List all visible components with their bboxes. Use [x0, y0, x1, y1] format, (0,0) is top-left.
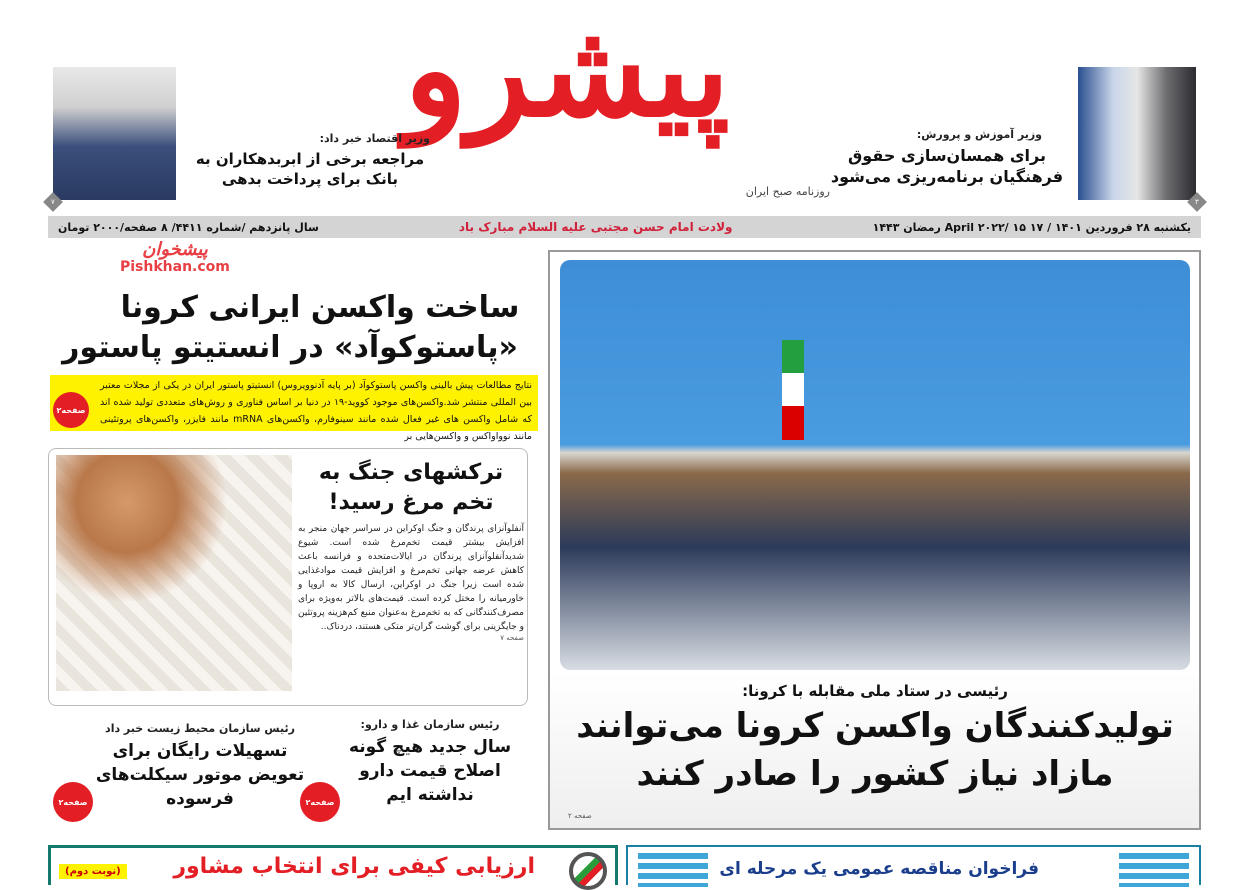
kicker: رئیس سازمان محیط زیست خبر داد [105, 722, 295, 735]
headline: ترکشهای جنگ به [318, 460, 504, 485]
headline: اصلاح قیمت دارو [359, 761, 501, 781]
body-text: آنفلوآنزای پرندگان و جنگ اوکراین در سراسر جهان منجر به افزایش بیشتر قیمت تخم‌مرغ شده است. شیوع شدیدآنفلوآنزای پرندگان در ایالات‌متحده و فرانسه باعث کاهش عرضه جهانی تخم‌مرغ و افزایش قیمت موادغذایی شده است زیرا جنگ در اوکراین، ارسال کالا به اروپا و خاورمیانه را مختل کرده است. قیمت‌های بالاتر به‌ویژه برای مصرف‌کنندگانی که به تخم‌مرغ به‌عنوان منبع کم‌هزینه پروتئین و جایگزینی برای گوشت گران‌تر متکی هستند، دردناک.. [298, 524, 524, 632]
logo-text: پیشرو [404, 0, 730, 146]
headline: سال جدید هیچ گونه [348, 737, 512, 757]
eggs-photo [56, 455, 292, 691]
wave-logo-icon [638, 853, 708, 887]
dateline-bar [48, 216, 1201, 238]
logo-tagline: روزنامه صبح ایران [745, 185, 830, 198]
kicker: وزیر اقتصاد خبر داد: [319, 132, 430, 145]
headline: فرهنگیان برنامه‌ریزی می‌شود [830, 167, 1064, 186]
eggs-story[interactable] [298, 458, 524, 642]
ad-right[interactable] [626, 845, 1201, 885]
minister-economy-photo [53, 67, 176, 200]
headline: بانک برای پرداخت بدهی [221, 170, 399, 188]
vaccine-story[interactable] [60, 288, 520, 368]
page-badge[interactable]: صفحه۲ [53, 392, 89, 428]
lead-photo-meeting [560, 260, 1190, 670]
headline: برای همسان‌سازی حقوق [847, 146, 1046, 165]
page-badge[interactable]: صفحه۲ [300, 782, 340, 822]
page-ref: صفحه ۲ [568, 812, 592, 820]
minister-education-photo [1078, 67, 1196, 200]
headline: تسهیلات رایگان برای [112, 741, 288, 761]
environment-story[interactable] [95, 722, 305, 811]
headline: نداشته ایم [386, 785, 474, 805]
headline: مراجعه برخی از ابربدهکاران به [195, 150, 425, 168]
headline: ساخت واکسن ایرانی کرونا [120, 290, 520, 325]
kicker: وزیر آموزش و پرورش: [916, 128, 1042, 141]
headline: تولیدکنندگان واکسن کرونا می‌توانند [576, 706, 1174, 746]
top-left-teaser[interactable] [180, 132, 440, 189]
ad-tag: (نوبت دوم) [59, 864, 127, 879]
kicker: رئیسی در ستاد ملی مقابله با کرونا: [742, 682, 1008, 700]
headline: تخم مرغ رسید! [328, 490, 494, 515]
vaccine-summary [50, 375, 538, 442]
watermark-fa: پیشخوان [142, 239, 208, 260]
ad-title: ارزیابی کیفی برای انتخاب مشاور [173, 854, 535, 879]
ad-logo-icon [569, 852, 607, 890]
page-ref: صفحه ۷ [500, 634, 524, 642]
ad-left[interactable] [48, 845, 618, 885]
food-drug-story[interactable] [330, 718, 530, 807]
top-right-teaser[interactable] [822, 128, 1072, 187]
page-badge[interactable]: صفحه۲ [53, 782, 93, 822]
watermark [120, 240, 230, 275]
wave-logo-icon [1119, 853, 1189, 887]
kicker: رئیس سازمان غذا و دارو: [360, 718, 500, 731]
date: یکشنبه ۲۸ فروردین ۱۴۰۱ / ۱۷ April ۲۰۲۲/ ۱۵ رمضان ۱۴۴۳ [872, 220, 1191, 234]
issue-info: سال پانزدهم /شماره ۴۴۱۱/ ۸ صفحه/۲۰۰۰ تومان [58, 220, 319, 234]
headline: مازاد نیاز کشور را صادر کنند [636, 754, 1114, 794]
summary-text: نتایج مطالعات پیش بالینی واکسن پاستوکوآد (بر پایه آدنوویروس) انستیتو پاستور ایران در یکی از مجلات معتبر بین المللی منتشر شد.واکسن‌های موجود کووید-۱۹ در دنیا بر اساس فناوری و روش‌های متعددی تولید شده اند که شامل واکسن های غیر فعال شده مانند سینوفارم، واکسن‌های mRNA مانند فایزر، واکسن‌های پروتئینی مانند نوواواکس و واکسن‌هایی بر [100, 380, 532, 442]
headline: «پاستوکوآد» در انستیتو پاستور [62, 330, 518, 365]
masthead-logo [404, 0, 830, 210]
page-marker: ۳ [1187, 192, 1207, 212]
occasion: ولادت امام حسن مجتبی علیه السلام مبارک باد [458, 220, 733, 234]
watermark-en: Pishkhan.com [120, 258, 230, 275]
headline: تعویض موتور سیکلت‌های [95, 765, 305, 785]
headline: فرسوده [166, 789, 234, 809]
lead-story[interactable] [560, 680, 1190, 798]
iran-flag [782, 340, 804, 440]
ad-title: فراخوان مناقصه عمومی یک مرحله ای [719, 859, 1039, 879]
page-marker: ۷ [43, 192, 63, 212]
